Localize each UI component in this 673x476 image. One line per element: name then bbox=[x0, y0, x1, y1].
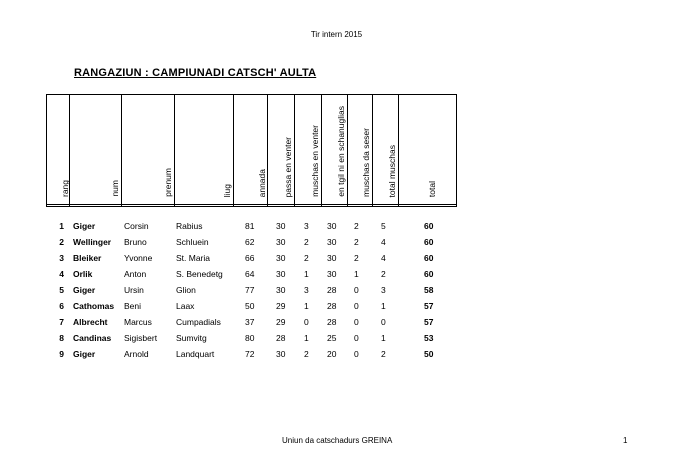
cell-total: 60 bbox=[424, 237, 434, 247]
column-header-muschas-da-seser: muschas da seser bbox=[361, 128, 371, 197]
cell-passa: 29 bbox=[276, 317, 286, 327]
table-row bbox=[0, 330, 673, 346]
table-row bbox=[0, 314, 673, 330]
page-number: 1 bbox=[623, 436, 628, 445]
cell-muschas-venter: 2 bbox=[304, 253, 309, 263]
cell-annada: 37 bbox=[245, 317, 255, 327]
cell-prenum: Marcus bbox=[124, 317, 152, 327]
cell-tgil: 30 bbox=[327, 253, 337, 263]
table-row bbox=[0, 250, 673, 266]
cell-passa: 30 bbox=[276, 237, 286, 247]
cell-tgil: 28 bbox=[327, 317, 337, 327]
cell-num: Candinas bbox=[73, 333, 112, 343]
cell-total-muschas: 3 bbox=[381, 285, 386, 295]
cell-passa: 30 bbox=[276, 349, 286, 359]
column-header-passa-en-venter: passa en venter bbox=[283, 136, 293, 197]
cell-muschas-venter: 3 bbox=[304, 221, 309, 231]
cell-annada: 81 bbox=[245, 221, 255, 231]
cell-rang: 8 bbox=[59, 333, 64, 343]
cell-num: Wellinger bbox=[73, 237, 112, 247]
cell-rang: 3 bbox=[59, 253, 64, 263]
cell-muschas-venter: 3 bbox=[304, 285, 309, 295]
table-row bbox=[0, 266, 673, 282]
cell-num: Orlik bbox=[73, 269, 93, 279]
cell-prenum: Beni bbox=[124, 301, 142, 311]
cell-liug: Landquart bbox=[176, 349, 215, 359]
cell-annada: 50 bbox=[245, 301, 255, 311]
cell-muschas-venter: 1 bbox=[304, 301, 309, 311]
cell-prenum: Arnold bbox=[124, 349, 149, 359]
column-header-muschas-en-venter: muschas en venter bbox=[310, 125, 320, 197]
cell-muschas-seser: 0 bbox=[354, 301, 359, 311]
cell-prenum: Sigisbert bbox=[124, 333, 158, 343]
cell-rang: 4 bbox=[59, 269, 64, 279]
cell-total: 58 bbox=[424, 285, 434, 295]
cell-num: Cathomas bbox=[73, 301, 115, 311]
cell-liug: Sumvitg bbox=[176, 333, 207, 343]
cell-total-muschas: 4 bbox=[381, 237, 386, 247]
cell-muschas-seser: 0 bbox=[354, 285, 359, 295]
cell-muschas-venter: 1 bbox=[304, 333, 309, 343]
cell-prenum: Bruno bbox=[124, 237, 147, 247]
cell-num: Albrecht bbox=[73, 317, 108, 327]
cell-annada: 77 bbox=[245, 285, 255, 295]
column-header-num: num bbox=[110, 180, 120, 197]
cell-muschas-seser: 0 bbox=[354, 349, 359, 359]
cell-tgil: 30 bbox=[327, 237, 337, 247]
cell-liug: Rabius bbox=[176, 221, 203, 231]
cell-prenum: Yvonne bbox=[124, 253, 153, 263]
cell-prenum: Anton bbox=[124, 269, 147, 279]
column-header-annada: annada bbox=[257, 168, 267, 197]
table-row bbox=[0, 298, 673, 314]
cell-passa: 29 bbox=[276, 301, 286, 311]
table-row bbox=[0, 282, 673, 298]
page-header: Tir intern 2015 bbox=[310, 30, 363, 39]
cell-rang: 2 bbox=[59, 237, 64, 247]
cell-muschas-seser: 2 bbox=[354, 237, 359, 247]
cell-num: Giger bbox=[73, 349, 96, 359]
cell-total: 60 bbox=[424, 269, 434, 279]
cell-total: 53 bbox=[424, 333, 434, 343]
cell-muschas-seser: 0 bbox=[354, 333, 359, 343]
column-header-rang: rang bbox=[60, 179, 70, 197]
cell-muschas-venter: 1 bbox=[304, 269, 309, 279]
cell-num: Giger bbox=[73, 285, 96, 295]
cell-prenum: Corsin bbox=[124, 221, 149, 231]
cell-total: 60 bbox=[424, 221, 434, 231]
cell-annada: 66 bbox=[245, 253, 255, 263]
cell-muschas-seser: 2 bbox=[354, 221, 359, 231]
cell-rang: 7 bbox=[59, 317, 64, 327]
cell-annada: 80 bbox=[245, 333, 255, 343]
cell-rang: 5 bbox=[59, 285, 64, 295]
cell-passa: 28 bbox=[276, 333, 286, 343]
cell-rang: 6 bbox=[59, 301, 64, 311]
cell-num: Giger bbox=[73, 221, 96, 231]
cell-muschas-venter: 0 bbox=[304, 317, 309, 327]
cell-muschas-venter: 2 bbox=[304, 349, 309, 359]
cell-total-muschas: 2 bbox=[381, 349, 386, 359]
cell-tgil: 20 bbox=[327, 349, 337, 359]
document-title: RANGAZIUN : CAMPIUNADI CATSCH' AULTA bbox=[74, 67, 317, 79]
cell-passa: 30 bbox=[276, 285, 286, 295]
column-header-prenum: prenum bbox=[163, 168, 173, 197]
cell-tgil: 30 bbox=[327, 269, 337, 279]
cell-total-muschas: 1 bbox=[381, 333, 386, 343]
cell-total: 60 bbox=[424, 253, 434, 263]
cell-passa: 30 bbox=[276, 253, 286, 263]
column-header-en-tgil: en tgil ni en schanuglias bbox=[336, 106, 346, 197]
cell-passa: 30 bbox=[276, 269, 286, 279]
cell-num: Bleiker bbox=[73, 253, 102, 263]
cell-liug: Laax bbox=[176, 301, 195, 311]
cell-annada: 62 bbox=[245, 237, 255, 247]
cell-total: 50 bbox=[424, 349, 434, 359]
cell-total-muschas: 2 bbox=[381, 269, 386, 279]
cell-total-muschas: 4 bbox=[381, 253, 386, 263]
cell-muschas-seser: 1 bbox=[354, 269, 359, 279]
cell-total: 57 bbox=[424, 317, 434, 327]
cell-total-muschas: 1 bbox=[381, 301, 386, 311]
cell-liug: Schluein bbox=[176, 237, 209, 247]
results-table-header bbox=[46, 94, 457, 207]
cell-liug: Glion bbox=[176, 285, 196, 295]
cell-total-muschas: 0 bbox=[381, 317, 386, 327]
cell-muschas-venter: 2 bbox=[304, 237, 309, 247]
table-row bbox=[0, 218, 673, 234]
cell-liug: Cumpadials bbox=[176, 317, 221, 327]
cell-passa: 30 bbox=[276, 221, 286, 231]
table-row bbox=[0, 234, 673, 250]
column-header-total-muschas: total muschas bbox=[387, 144, 397, 197]
cell-rang: 1 bbox=[59, 221, 64, 231]
cell-total: 57 bbox=[424, 301, 434, 311]
cell-prenum: Ursin bbox=[124, 285, 144, 295]
cell-rang: 9 bbox=[59, 349, 64, 359]
cell-tgil: 28 bbox=[327, 301, 337, 311]
cell-tgil: 30 bbox=[327, 221, 337, 231]
page-footer: Uniun da catschadurs GREINA bbox=[282, 436, 393, 445]
column-header-liug: liug bbox=[222, 183, 232, 197]
cell-annada: 64 bbox=[245, 269, 255, 279]
cell-muschas-seser: 2 bbox=[354, 253, 359, 263]
cell-tgil: 25 bbox=[327, 333, 337, 343]
cell-annada: 72 bbox=[245, 349, 255, 359]
cell-liug: S. Benedetg bbox=[176, 269, 223, 279]
table-row bbox=[0, 346, 673, 362]
cell-total-muschas: 5 bbox=[381, 221, 386, 231]
cell-tgil: 28 bbox=[327, 285, 337, 295]
cell-muschas-seser: 0 bbox=[354, 317, 359, 327]
column-header-total: total bbox=[427, 180, 437, 197]
cell-liug: St. Maria bbox=[176, 253, 211, 263]
